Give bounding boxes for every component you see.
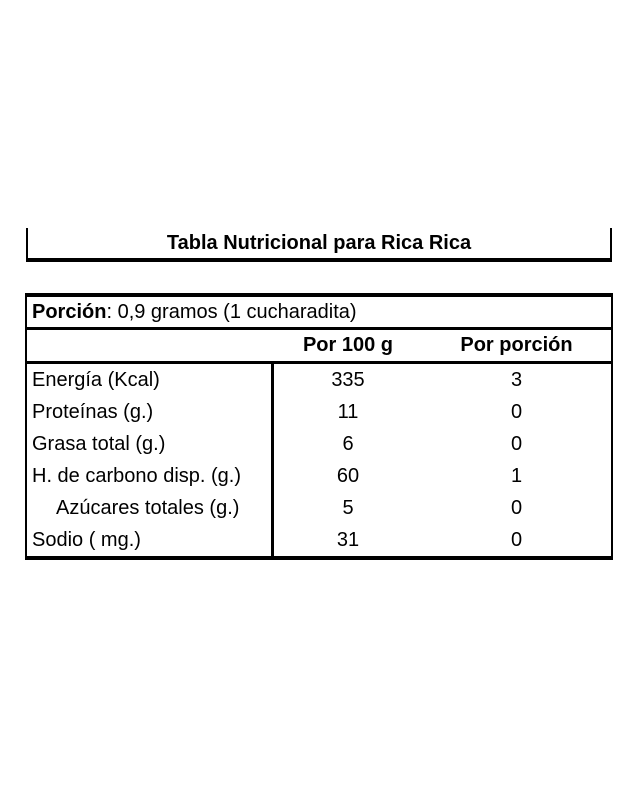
portion-row	[27, 297, 611, 330]
per-portion-value: 0	[510, 401, 523, 423]
portion-label: Porción	[32, 301, 107, 323]
table-row-proteinas	[27, 396, 611, 428]
nutrient-label: H. de carbono disp. (g.)	[27, 460, 274, 492]
page-title: Tabla Nutricional para Rica Rica	[166, 231, 472, 254]
table-row-azucares	[27, 492, 611, 524]
per-portion-value: 0	[510, 497, 523, 519]
table-row-grasa-total	[27, 428, 611, 460]
nutrient-label: Sodio ( mg.)	[27, 524, 274, 556]
header-empty-cell	[27, 330, 274, 361]
per-100g-value: 31	[336, 529, 360, 551]
per-portion-value: 0	[510, 529, 523, 551]
per-portion-value: 3	[510, 369, 523, 391]
nutrient-label: Azúcares totales (g.)	[27, 492, 274, 524]
per-portion-value: 0	[510, 433, 523, 455]
per-100g-value: 335	[331, 369, 365, 391]
per-100g-value: 11	[337, 401, 359, 423]
table-row-energia	[27, 364, 611, 396]
table-row-h-carbono	[27, 460, 611, 492]
table-body	[27, 364, 611, 556]
portion-value: : 0,9 gramos (1 cucharadita)	[106, 301, 357, 323]
header-per-portion: Por porción	[460, 334, 573, 356]
per-portion-value: 1	[510, 465, 523, 487]
per-100g-value: 60	[336, 465, 360, 487]
table-row-sodio	[27, 524, 611, 556]
nutrient-label: Grasa total (g.)	[27, 428, 274, 460]
header-per-100g: Por 100 g	[302, 334, 394, 356]
per-100g-value: 5	[342, 497, 354, 519]
per-100g-value: 6	[342, 433, 354, 455]
nutrient-label: Proteínas (g.)	[27, 396, 274, 428]
nutrient-label: Energía (Kcal)	[27, 364, 274, 396]
nutrition-table	[25, 293, 613, 560]
title-box	[26, 228, 612, 262]
table-header-row	[27, 330, 611, 364]
